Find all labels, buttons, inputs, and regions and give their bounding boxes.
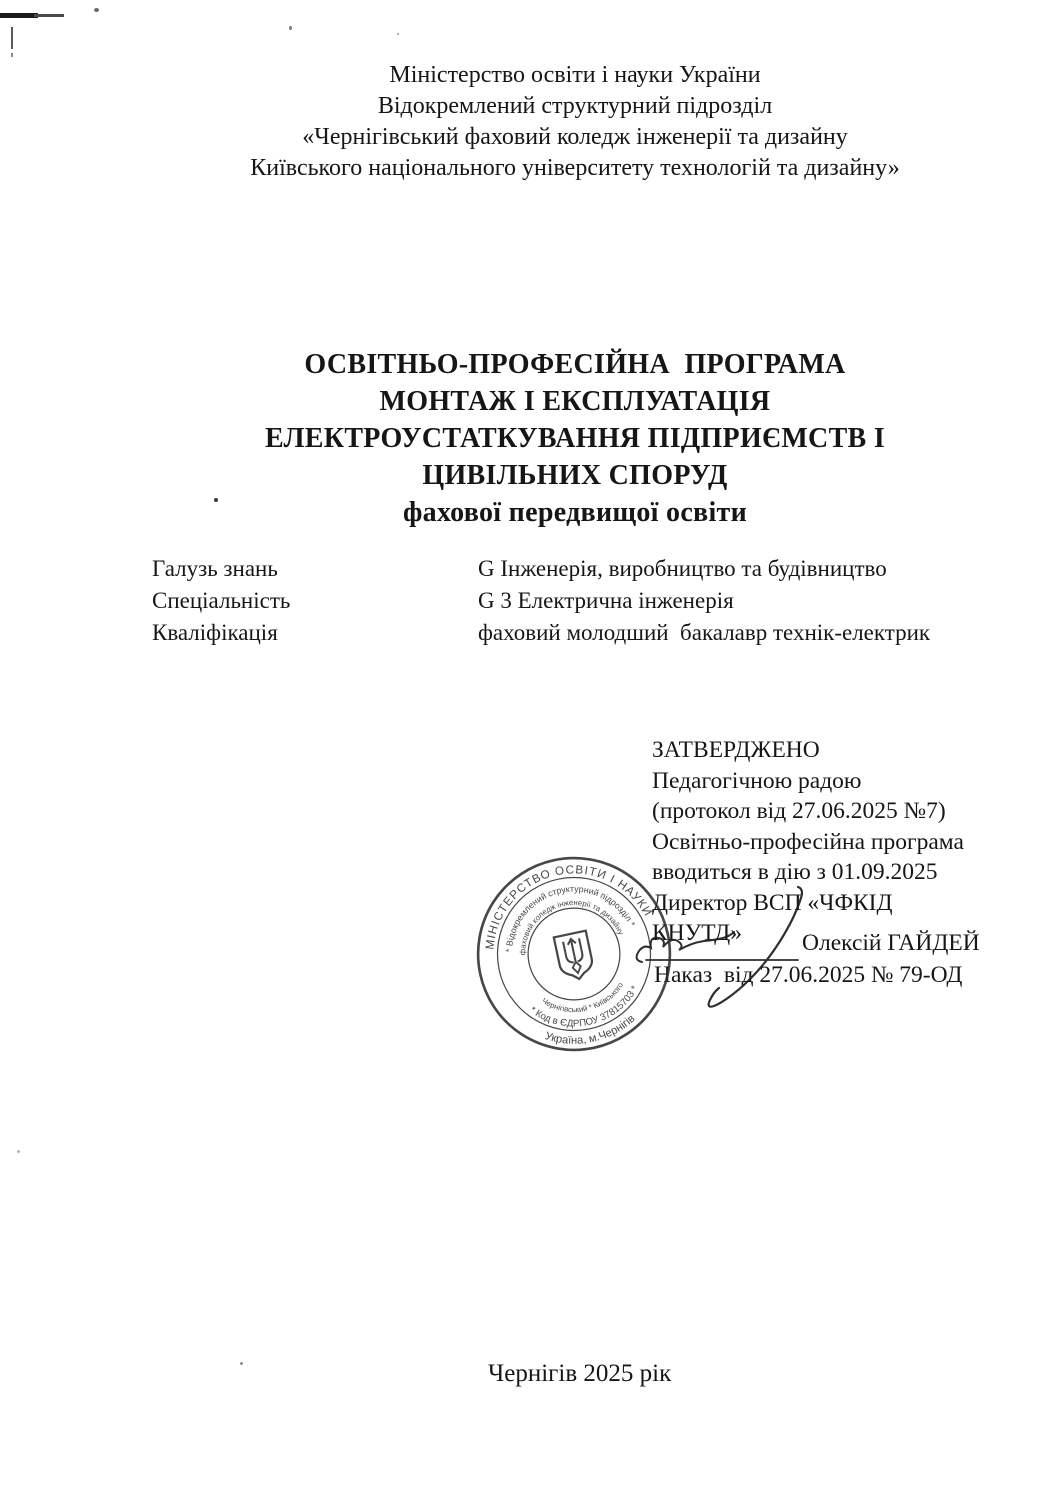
stamp-text-ministry: МІНІСТЕРСТВО ОСВІТИ І НАУКИ — [483, 863, 655, 951]
subdivision-line: Відокремлений структурний підрозділ — [377, 93, 773, 119]
field-value-galuz: G Інженерія, виробництво та будівництво — [478, 556, 887, 581]
scan-artifact — [397, 33, 399, 35]
signature-flourish — [709, 887, 802, 1007]
stamp-text-country-city: Україна, м.Чернігів — [543, 1012, 638, 1047]
field-label-galuz: Галузь знань — [152, 556, 278, 581]
stamp-text-subdivision: * Відокремлений структурний підрозділ * — [503, 883, 638, 953]
signatory-name: Олексій ГАЙДЕЙ — [802, 930, 980, 956]
approval-line: Освітньо-професійна програма — [652, 828, 964, 855]
title-line: МОНТАЖ І ЕКСПЛУАТАЦІЯ — [379, 386, 771, 417]
official-stamp — [472, 852, 676, 1056]
field-label-specialnist: Спеціальність — [152, 588, 291, 613]
approval-line: (протокол від 27.06.2025 №7) — [652, 798, 946, 824]
approved-heading: ЗАТВЕРДЖЕНО — [652, 737, 820, 763]
title-subtitle: фахової передвищої освіти — [402, 497, 748, 528]
field-value-kvalifikacija: фаховий молодший бакалавр технік-електрик — [478, 620, 931, 645]
field-value-specialnist: G 3 Електрична інженерія — [478, 588, 734, 613]
college-name-line: «Чернігівський фаховий коледж інженерії та дизайну — [302, 124, 848, 150]
approval-line: вводиться в дію з 01.09.2025 — [652, 859, 938, 885]
footer-city-year: Чернігів 2025 рік — [488, 1360, 672, 1387]
title-line: ЕЛЕКТРОУСТАТКУВАННЯ ПІДПРИЄМСТВ І — [264, 423, 886, 454]
title-line: ОСВІТНЬО-ПРОФЕСІЙНА ПРОГРАМА — [304, 349, 846, 380]
program-title — [92, 346, 1058, 531]
director-line-cont: КНУТД» — [652, 920, 742, 946]
program-fields — [0, 556, 1058, 652]
stamp-text-edrpou-code: * Код в ЄДРПОУ 37815703 * — [527, 984, 641, 1030]
university-name-line: Київського національного університету технологій та дизайну» — [250, 155, 900, 181]
scan-artifact — [11, 53, 13, 57]
scan-artifact — [34, 14, 64, 17]
director-line: Директор ВСП «ЧФКІД — [652, 889, 893, 916]
field-row — [0, 556, 1058, 588]
scan-artifact — [17, 1150, 20, 1153]
stamp-text-college: фаховий коледж інженерії та дизайну — [517, 898, 626, 956]
institution-header — [92, 60, 1058, 184]
scan-artifact — [11, 27, 13, 49]
approval-line: Педагогічною радою — [652, 767, 862, 794]
field-row — [0, 588, 1058, 620]
trident-shield-icon — [554, 931, 595, 983]
title-line: ЦИВІЛЬНИХ СПОРУД — [422, 460, 728, 491]
ministry-line: Міністерство освіти і науки України — [389, 62, 761, 88]
stamp-text-cities: Чернігівський * Київського — [540, 980, 626, 1015]
field-label-kvalifikacija: Кваліфікація — [152, 620, 278, 645]
scan-artifact — [0, 13, 38, 18]
field-row — [0, 620, 1058, 652]
scan-artifact — [289, 26, 292, 30]
scan-artifact — [94, 8, 99, 12]
order-line: Наказ від 27.06.2025 № 79-ОД — [654, 962, 963, 988]
scan-artifact — [240, 1362, 243, 1365]
